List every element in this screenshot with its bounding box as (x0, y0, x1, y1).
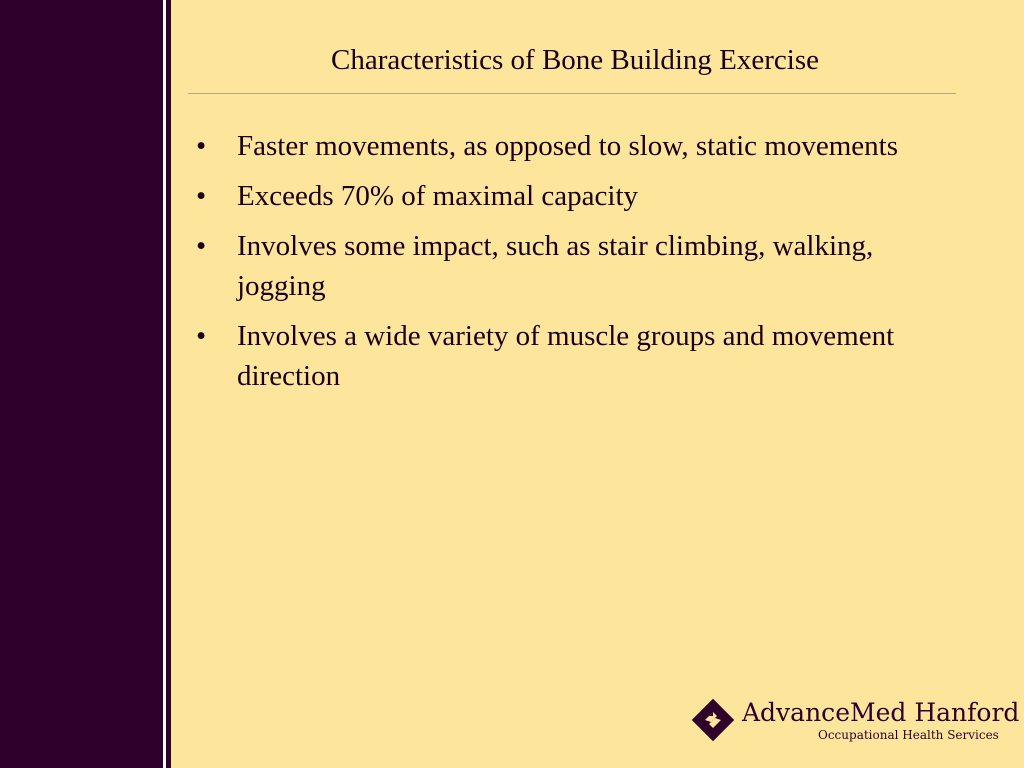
company-logo (690, 695, 1020, 751)
bullet-marker: • (196, 230, 207, 262)
bullet-text: Faster movements, as opposed to slow, static movements (237, 130, 898, 162)
diamond-logo-icon (690, 697, 736, 743)
bullet-item (196, 126, 966, 166)
bullet-text: Involves a wide variety of muscle groups and movement direction (237, 320, 895, 392)
bullet-text: Exceeds 70% of maximal capacity (237, 180, 639, 212)
logo-name: AdvanceMed Hanford (742, 698, 1020, 727)
bullet-marker: • (196, 180, 207, 212)
bullet-item (196, 176, 966, 216)
bullet-text: Involves some impact, such as stair climbing, walking, jogging (237, 230, 874, 302)
bullet-list (196, 126, 966, 406)
sidebar-band (0, 0, 163, 768)
slide-title: Characteristics of Bone Building Exercise (330, 44, 820, 76)
bullet-marker: • (196, 320, 207, 352)
title-divider (188, 93, 956, 94)
bullet-item (196, 226, 966, 306)
sidebar-divider-dark (166, 0, 171, 768)
logo-subtitle: Occupational Health Services (818, 728, 999, 742)
bullet-marker: • (196, 130, 207, 162)
bullet-item (196, 316, 966, 396)
